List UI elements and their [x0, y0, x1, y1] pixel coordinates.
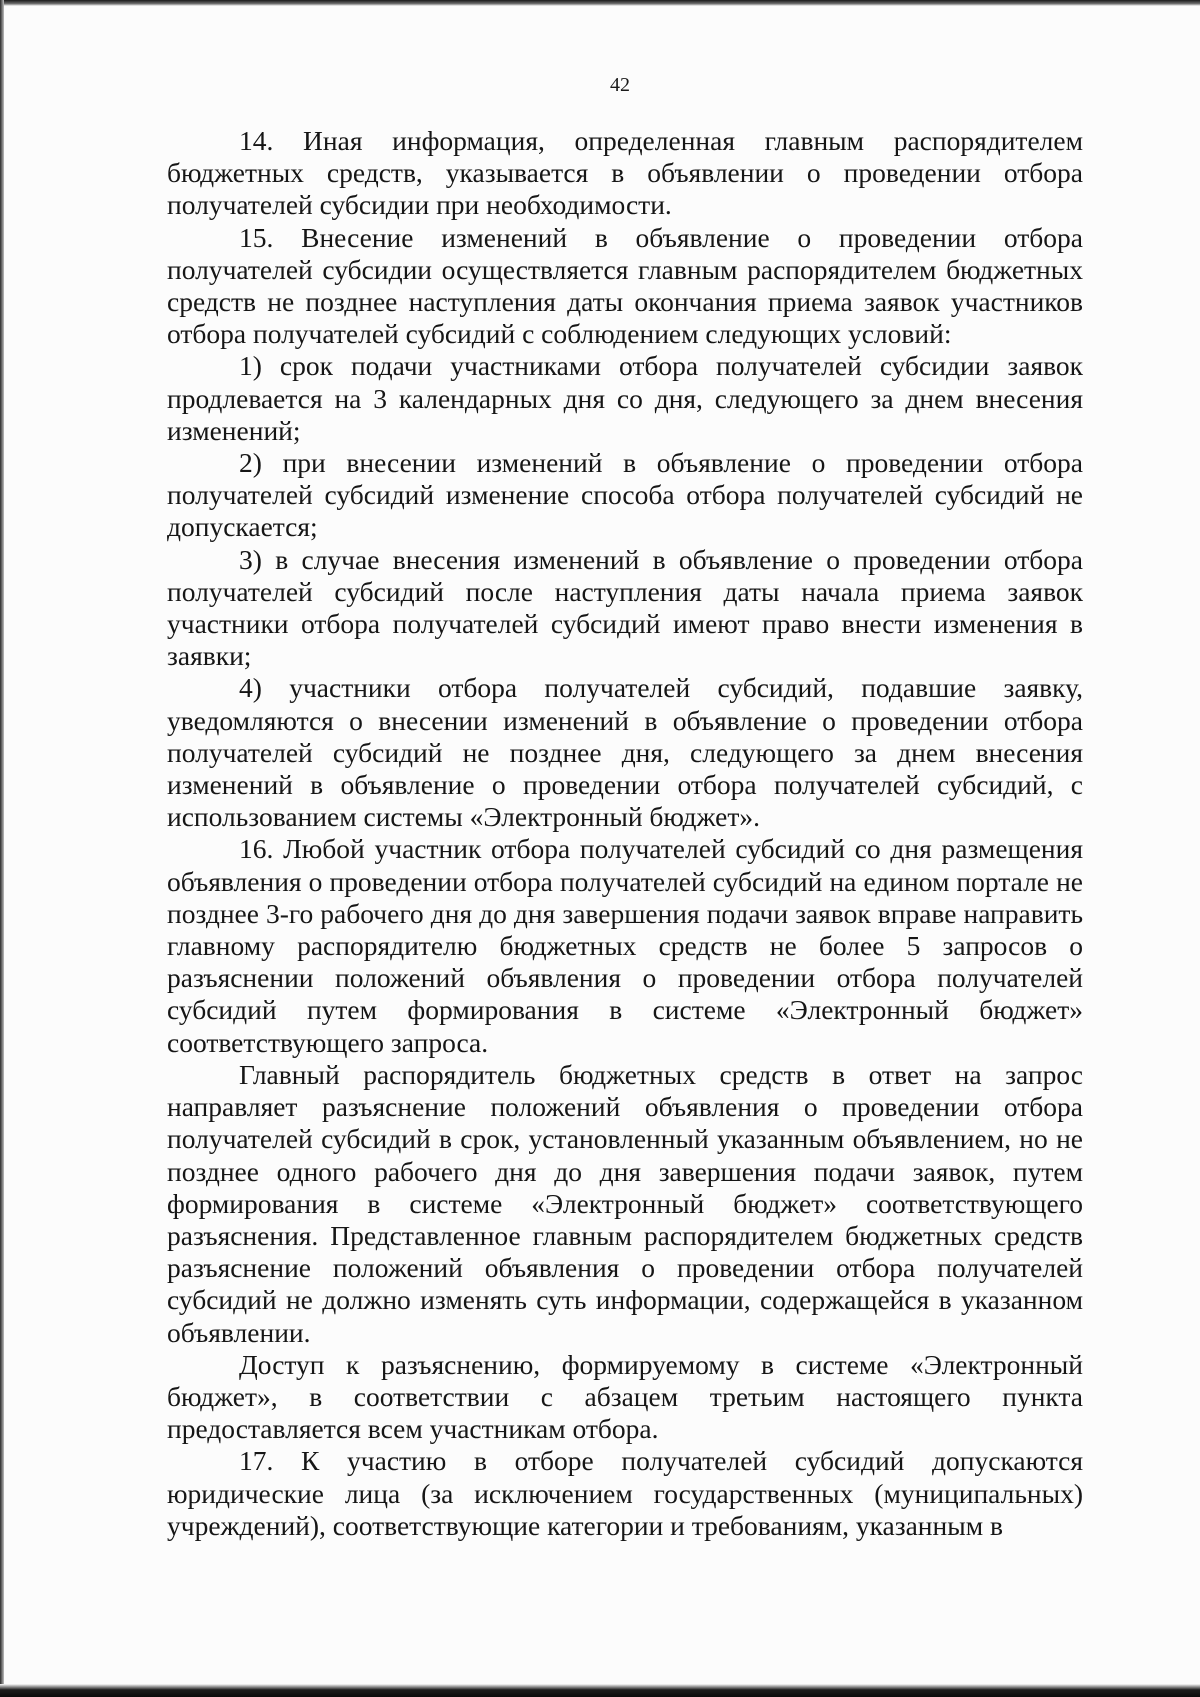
- paragraph-clarification: Главный распорядитель бюджетных средств в ответ на запрос направляет разъяснение положений объявления о проведении отбора получателей субсидий в срок, установленный указанным объявлением, но не позднее одного рабочего дня до дня завершения подачи заявок, путем формирования в системе «Электронный бюджет» соответствующего разъяснения. Представленное главным распорядителем бюджетных средств разъяснение положений объявления о проведении отбора получателей субсидий не должно изменять суть информации, содержащейся в указанном объявлении.: [167, 1058, 1083, 1348]
- paragraph-15: 15. Внесение изменений в объявление о проведении отбора получателей субсидии осуществляется главным распорядителем бюджетных средств не позднее наступления даты окончания приема заявок участников отбора получателей субсидий с соблюдением следующих условий:: [167, 221, 1083, 350]
- paragraph-16: 16. Любой участник отбора получателей субсидий со дня размещения объявления о проведении отбора получателей субсидий на едином портале не позднее 3-го рабочего дня до дня завершения подачи заявок вправе направить главному распорядителю бюджетных средств не более 5 запросов о разъяснении положений объявления о проведении отбора получателей субсидий путем формирования в системе «Электронный бюджет» соответствующего запроса.: [167, 833, 1083, 1058]
- list-item-4: 4) участники отбора получателей субсидий, подавшие заявку, уведомляются о внесении изменений в объявление о проведении отбора получателей субсидий не позднее дня, следующего за днем внесения изменений в объявление о проведении отбора получателей субсидий, с использованием системы «Электронный бюджет».: [167, 672, 1083, 833]
- body-text: [167, 125, 1083, 1542]
- scan-edge-left: [0, 0, 4, 1697]
- paragraph-access: Доступ к разъяснению, формируемому в системе «Электронный бюджет», в соответствии с абзацем третьим настоящего пункта предоставляется всем участникам отбора.: [167, 1348, 1083, 1445]
- list-item-1: 1) срок подачи участниками отбора получателей субсидии заявок продлевается на 3 календарных дня со дня, следующего за днем внесения изменений;: [167, 350, 1083, 446]
- scan-edge-bottom: [0, 1684, 1200, 1697]
- paragraph-17: 17. К участию в отборе получателей субсидий допускаются юридические лица (за исключением государственных (муниципальных) учреждений), соответствующие категории и требованиям, указанным в: [167, 1445, 1083, 1541]
- list-item-3: 3) в случае внесения изменений в объявление о проведении отбора получателей субсидий после наступления даты начала приема заявок участники отбора получателей субсидий имеют право внести изменения в заявки;: [167, 543, 1083, 672]
- page-number: 42: [610, 74, 630, 96]
- list-item-2: 2) при внесении изменений в объявление о проведении отбора получателей субсидий изменение способа отбора получателей субсидий не допускается;: [167, 447, 1083, 543]
- scan-edge-top: [0, 0, 1200, 6]
- paragraph-14: 14. Иная информация, определенная главным распорядителем бюджетных средств, указывается в объявлении о проведении отбора получателей субсидии при необходимости.: [167, 125, 1083, 221]
